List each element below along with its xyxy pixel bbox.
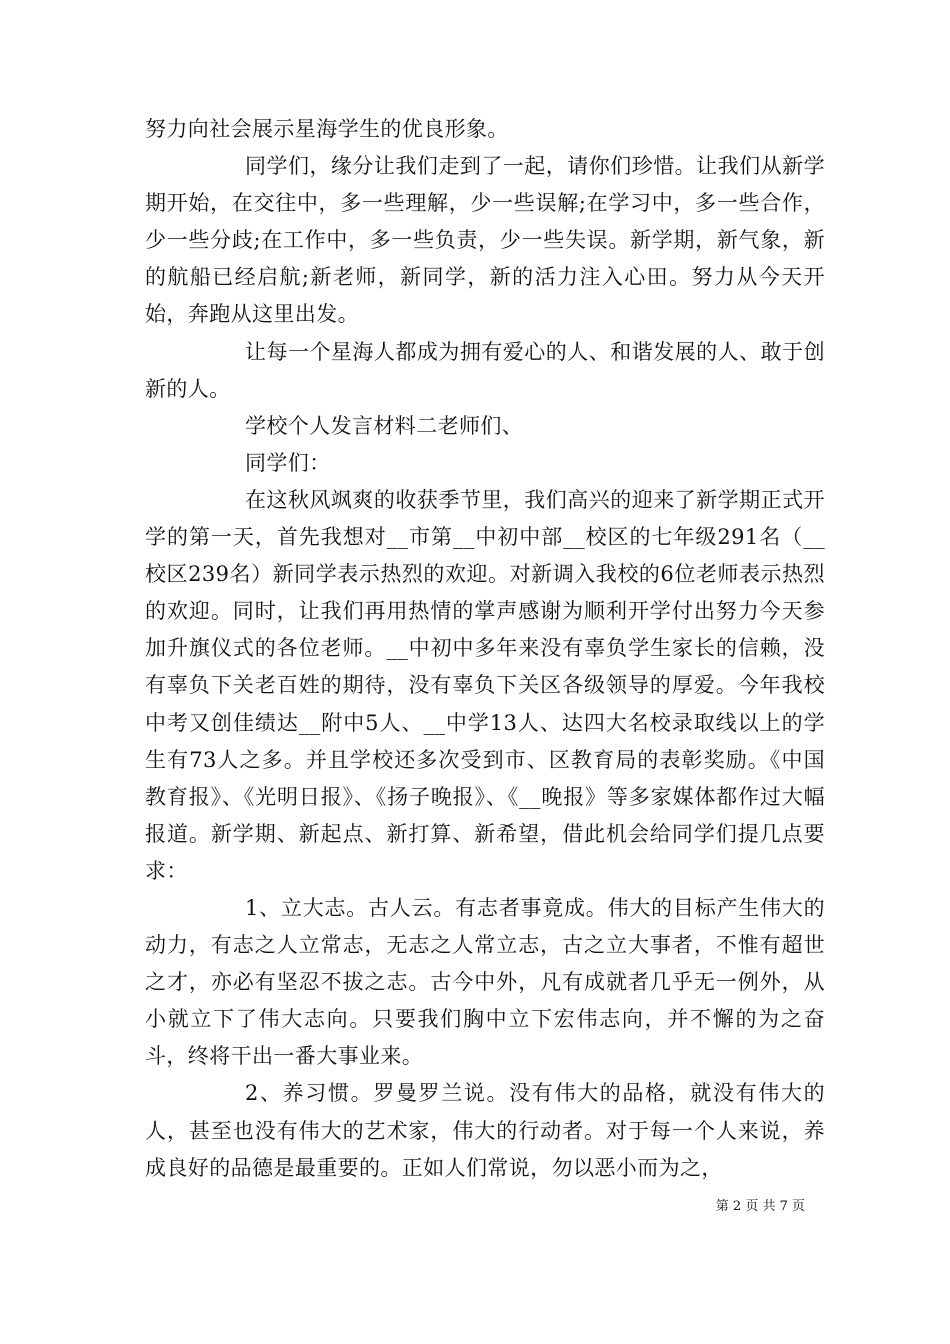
paragraph-8: 2、养习惯。罗曼罗兰说。没有伟大的品格，就没有伟大的人，甚至也没有伟大的艺术家，伟大的行动者。对于每一个人来说，养成良好的品德是最重要的。正如人们常说，勿以恶小而为之， [145, 1081, 825, 1180]
paragraph-6: 在这秋风飒爽的收获季节里，我们高兴的迎来了新学期正式开学的第一天，首先我想对__市第__中初中部__校区的七年级291名（__校区239名）新同学表示热烈的欢迎。对新调入我校的6位老师表示热烈的欢迎。同时，让我们再用热情的掌声感谢为顺利开学付出努力今天参加升旗仪式的各位老师。__中初中多年来没有辜负学生家长的信赖，没有辜负下关老百姓的期待，没有辜负下关区各级领导的厚爱。今年我校中考又创佳绩达__附中5人、__中学13人、达四大名校录取线以上的学生有73人之多。并且学校还多次受到市、区教育局的表彰奖励。《中国教育报》、《光明日报》、《扬子晚报》、《__晚报》等多家媒体都作过大幅报道。新学期、新起点、新打算、新希望，借此机会给同学们提几点要求： [145, 487, 825, 883]
paragraph-4: 学校个人发言材料二老师们、 [245, 413, 524, 438]
paragraph-1: 努力向社会展示星海学生的优良形象。 [145, 117, 509, 141]
paragraph-5: 同学们： [245, 450, 331, 475]
paragraph-2: 同学们，缘分让我们走到了一起，请你们珍惜。让我们从新学期开始，在交往中，多一些理解，少一些误解;在学习中，多一些合作，少一些分歧;在工作中，多一些负责，少一些失误。新学期，新气象，新的航船已经启航;新老师，新同学，新的活力注入心田。努力从今天开始，奔跑从这里出发。 [145, 154, 825, 327]
document-body [145, 111, 825, 1187]
paragraph-7: 1、立大志。古人云。有志者事竟成。伟大的目标产生伟大的动力，有志之人立常志，无志之人常立志，古之立大事者，不惟有超世之才，亦必有坚忍不拔之志。古今中外，凡有成就者几乎无一例外，从小就立下了伟大志向。只要我们胸中立下宏伟志向，并不懈的为之奋斗，终将干出一番大事业来。 [145, 895, 825, 1069]
paragraph-3: 让每一个星海人都成为拥有爱心的人、和谐发展的人、敢于创新的人。 [145, 339, 825, 401]
page-number-footer: 第 2 页 共 7 页 [715, 1199, 805, 1214]
